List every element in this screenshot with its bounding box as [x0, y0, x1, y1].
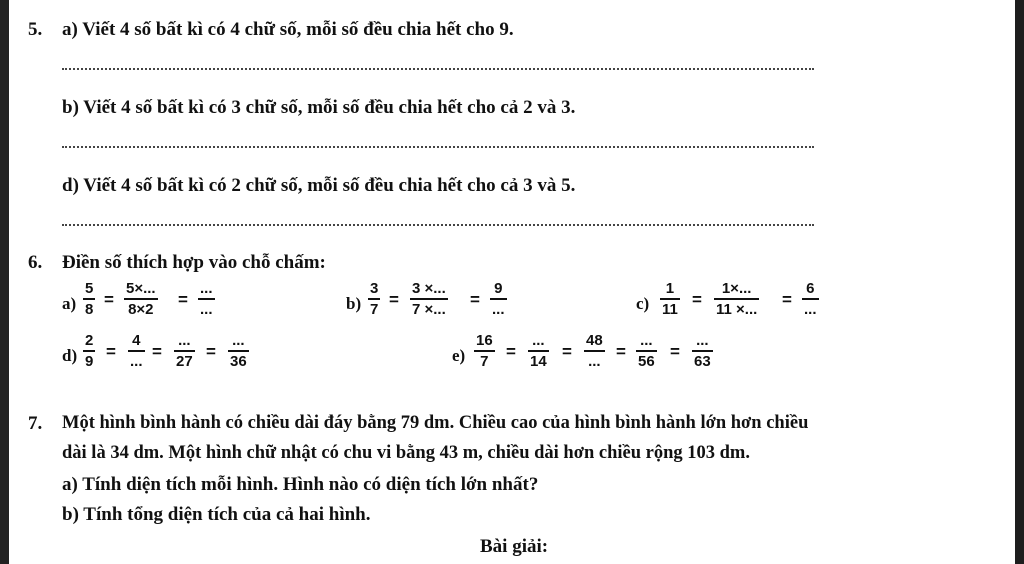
denominator: 11	[662, 301, 678, 318]
denominator[interactable]: ...	[588, 353, 601, 370]
equals-sign: =	[389, 290, 399, 309]
q5-number: 5.	[28, 19, 43, 40]
q6d-label: d)	[62, 346, 78, 365]
numerator: 1	[665, 280, 675, 297]
q7-number: 7.	[28, 413, 43, 434]
q7b-text: b) Tính tổng diện tích của cả hai hình.	[62, 504, 371, 525]
q7-text-line-1: Một hình bình hành có chiều dài đáy bằng 79 dm. Chiều cao của hình bình hành lớn hơn chiều	[62, 413, 809, 433]
q6c-fraction-1	[660, 280, 680, 318]
q6a-fraction-2	[124, 280, 158, 318]
q6-number: 6.	[28, 252, 43, 273]
right-edge-shadow	[1015, 0, 1024, 564]
q6-title: Điền số thích hợp vào chỗ chấm:	[62, 252, 326, 273]
denominator[interactable]: ...	[492, 301, 505, 318]
q5b-answer-line[interactable]	[62, 146, 814, 148]
q6c-fraction-3	[802, 280, 819, 318]
q5d-text: d) Viết 4 số bất kì có 2 chữ số, mỗi số đều chia hết cho cả 3 và 5.	[62, 175, 576, 196]
denominator[interactable]: ...	[804, 301, 817, 318]
numerator: 6	[806, 280, 815, 297]
equals-sign: =	[562, 342, 572, 361]
q7a-text: a) Tính diện tích mỗi hình. Hình nào có diện tích lớn nhất?	[62, 474, 539, 495]
denominator: 8×2	[128, 301, 154, 318]
q6b-label: b)	[346, 294, 362, 313]
q6a-fraction-1	[83, 280, 95, 318]
numerator[interactable]: ...	[200, 280, 213, 297]
numerator: 5	[85, 280, 94, 297]
equals-sign: =	[104, 290, 114, 309]
denominator[interactable]: ...	[200, 301, 213, 318]
numerator[interactable]: ...	[696, 332, 709, 349]
equals-sign: =	[470, 290, 480, 309]
q5a-text: a) Viết 4 số bất kì có 4 chữ số, mỗi số đều chia hết cho 9.	[62, 19, 514, 40]
numerator: 4	[132, 332, 141, 349]
equals-sign: =	[670, 342, 680, 361]
q6d-fraction-1	[83, 332, 95, 370]
equals-sign: =	[616, 342, 626, 361]
equals-sign: =	[152, 342, 162, 361]
numerator: 2	[85, 332, 94, 349]
numerator: 9	[494, 280, 503, 297]
denominator[interactable]: ...	[130, 353, 143, 370]
equals-sign: =	[692, 290, 702, 309]
equals-sign: =	[782, 290, 792, 309]
numerator: 16	[476, 332, 493, 349]
equals-sign: =	[178, 290, 188, 309]
q6a-fraction-3	[198, 280, 215, 318]
q6e-label: e)	[452, 346, 466, 365]
denominator: 7	[370, 301, 379, 318]
numerator[interactable]: 5×...	[126, 280, 156, 297]
solution-heading: Bài giải:	[480, 536, 549, 557]
denominator: 63	[694, 353, 711, 370]
numerator[interactable]: 3 ×...	[412, 280, 446, 297]
denominator: 7	[480, 353, 489, 370]
numerator: 3	[370, 280, 379, 297]
q6d-fraction-2	[128, 332, 145, 370]
numerator[interactable]: ...	[178, 332, 191, 349]
q6e-fraction-4	[636, 332, 657, 370]
q5d-answer-line[interactable]	[62, 224, 814, 226]
q6d-fraction-4	[228, 332, 249, 370]
denominator: 8	[85, 301, 94, 318]
left-edge-shadow	[0, 0, 9, 564]
q6e-fraction-2	[528, 332, 549, 370]
q6b-fraction-1	[368, 280, 380, 318]
equals-sign: =	[206, 342, 216, 361]
denominator[interactable]: 11 ×...	[716, 301, 758, 318]
denominator: 27	[176, 353, 193, 370]
q5b-text: b) Viết 4 số bất kì có 3 chữ số, mỗi số đều chia hết cho cả 2 và 3.	[62, 97, 576, 118]
q6e-fraction-3	[584, 332, 605, 370]
numerator[interactable]: ...	[532, 332, 545, 349]
q6c-label: c)	[636, 294, 650, 313]
denominator: 14	[530, 353, 547, 370]
equals-sign: =	[506, 342, 516, 361]
numerator: 48	[586, 332, 603, 349]
denominator: 36	[230, 353, 247, 370]
numerator[interactable]: 1×...	[721, 280, 752, 297]
denominator[interactable]: 7 ×...	[412, 301, 446, 318]
q6a-label: a)	[62, 294, 77, 313]
q6e-fraction-5	[692, 332, 713, 370]
q6d-fraction-3	[174, 332, 195, 370]
equals-sign: =	[106, 342, 116, 361]
q6b-fraction-2	[410, 280, 448, 318]
numerator[interactable]: ...	[640, 332, 653, 349]
denominator: 56	[638, 353, 655, 370]
q6e-fraction-1	[474, 332, 495, 370]
numerator[interactable]: ...	[232, 332, 245, 349]
denominator: 9	[85, 353, 94, 370]
q6b-fraction-3	[490, 280, 507, 318]
q6c-fraction-2	[714, 280, 759, 318]
q5a-answer-line[interactable]	[62, 68, 814, 70]
q7-text-line-2: dài là 34 dm. Một hình chữ nhật có chu vi bằng 43 m, chiều dài hơn chiều rộng 103 dm.	[62, 443, 750, 463]
